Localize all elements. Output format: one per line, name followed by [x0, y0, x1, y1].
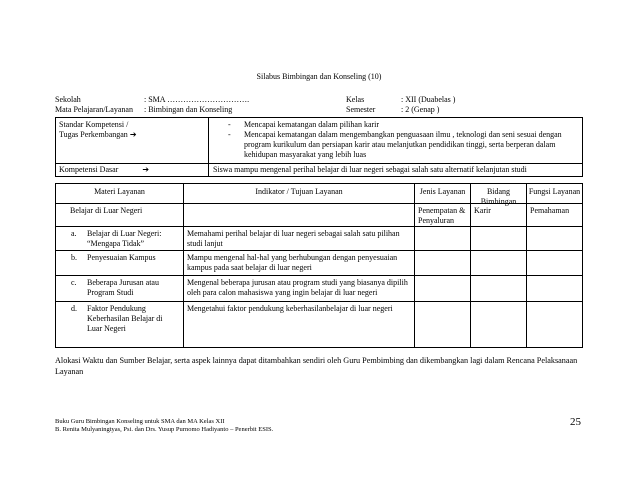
- semester-label: Semester: [346, 105, 376, 114]
- kompetensi-dasar-box: [55, 163, 583, 177]
- section-jenis: Penempatan & Penyaluran: [418, 206, 466, 225]
- section-materi: Belajar di Luar Negeri: [70, 206, 143, 215]
- header-bidang: Bidang Bimbingan: [480, 187, 517, 206]
- sekolah-value: : SMA ………………………….: [144, 95, 250, 104]
- kompetensi-label-wrap: [59, 165, 149, 175]
- info-right-labels: [346, 95, 375, 115]
- info-right-values: [401, 95, 455, 115]
- page-number: 25: [570, 416, 581, 428]
- row-materi: Belajar di Luar Negeri: “Mengapa Tidak”: [87, 229, 162, 248]
- note-text: Alokasi Waktu dan Sumber Belajar, serta aspek lainnya dapat ditambahkan sendiri oleh Guru Pembimbing dan dikembangkan lagi dalam Rencana Pelaksanaan Layanan: [55, 356, 578, 376]
- semester-value: : 2 (Genap ): [401, 105, 440, 114]
- section-fungsi: Pemahaman: [530, 206, 570, 215]
- standar-label: [59, 120, 137, 140]
- row-letter: a.: [71, 229, 77, 238]
- row-materi: Penyesuaian Kampus: [87, 253, 156, 262]
- kompetensi-label: Kompetensi Dasar: [59, 165, 119, 174]
- standar-item: - Mencapai kematangan dalam mengembangkan penguasaan ilmu , teknologi dan seni sesuai dengan program kurikulum dan persiapan karir atau melanjutkan pendidikan tinggi, serta berperan dalam kehidupan masyarakat yang lebih luas: [228, 130, 578, 160]
- arrow-right-icon: ➔: [142, 165, 150, 174]
- page-title: Silabus Bimbingan dan Konseling (10): [256, 72, 382, 81]
- row-materi: Beberapa Jurusan atau Program Studi: [87, 278, 159, 297]
- mapel-value: : Bimbingan dan Konseling: [144, 105, 233, 114]
- row-indikator: Mengenal beberapa jurusan atau program studi yang biasanya dipilih oleh para calon mahasiswa yang ingin belajar di luar negeri: [187, 278, 408, 297]
- standar-items: [228, 120, 578, 160]
- row-letter: b.: [71, 253, 77, 262]
- header-jenis: Jenis Layanan: [419, 187, 466, 196]
- footer-line1: Buku Guru Bimbingan Konseling untuk SMA dan MA Kelas XII: [55, 418, 225, 425]
- footer-text: [55, 418, 273, 434]
- row-materi: Faktor Pendukung Keberhasilan Belajar di Luar Negeri: [87, 304, 163, 333]
- standar-item: - Mencapai kematangan dalam pilihan karir: [228, 120, 578, 130]
- header-indikator: Indikator / Tujuan Layanan: [255, 187, 343, 196]
- section-bidang: Karir: [474, 206, 491, 215]
- arrow-right-icon: ➔: [129, 130, 137, 139]
- standar-label-line2: Tugas Perkembangan: [59, 130, 128, 139]
- mapel-label: Mata Pelajaran/Layanan: [55, 105, 133, 114]
- standar-label-line1: Standar Kompetensi /: [59, 120, 129, 129]
- kelas-label: Kelas: [346, 95, 365, 104]
- row-indikator: Memahami perihal belajar di luar negeri sebagai salah satu pilihan studi lanjut: [187, 229, 400, 248]
- row-letter: c.: [71, 278, 77, 287]
- standar-kompetensi-box: [55, 117, 583, 164]
- kelas-value: : XII (Duabelas ): [401, 95, 456, 104]
- info-left-labels: [55, 95, 133, 115]
- footer-line2: B. Renita Mulyaningtyas, Psi. dan Drs. Yusup Purnomo Hadiyanto – Penerbit ESIS.: [55, 426, 274, 433]
- info-left-values: [144, 95, 249, 115]
- row-indikator: Mampu mengenal hal-hal yang berhubungan dengan penyesuaian kampus pada saat belajar di luar negeri: [187, 253, 398, 272]
- header-materi: Materi Layanan: [94, 187, 145, 196]
- sekolah-label: Sekolah: [55, 95, 81, 104]
- row-indikator: Mengetahui faktor pendukung keberhasilanbelajar di luar negeri: [187, 304, 393, 313]
- header-fungsi: Fungsi Layanan: [528, 187, 581, 196]
- row-letter: d.: [71, 304, 77, 313]
- kompetensi-value: Siswa mampu mengenal perihal belajar di luar negeri sebagai salah satu alternatif kelanjutan studi: [213, 165, 527, 174]
- layanan-table: [55, 183, 583, 348]
